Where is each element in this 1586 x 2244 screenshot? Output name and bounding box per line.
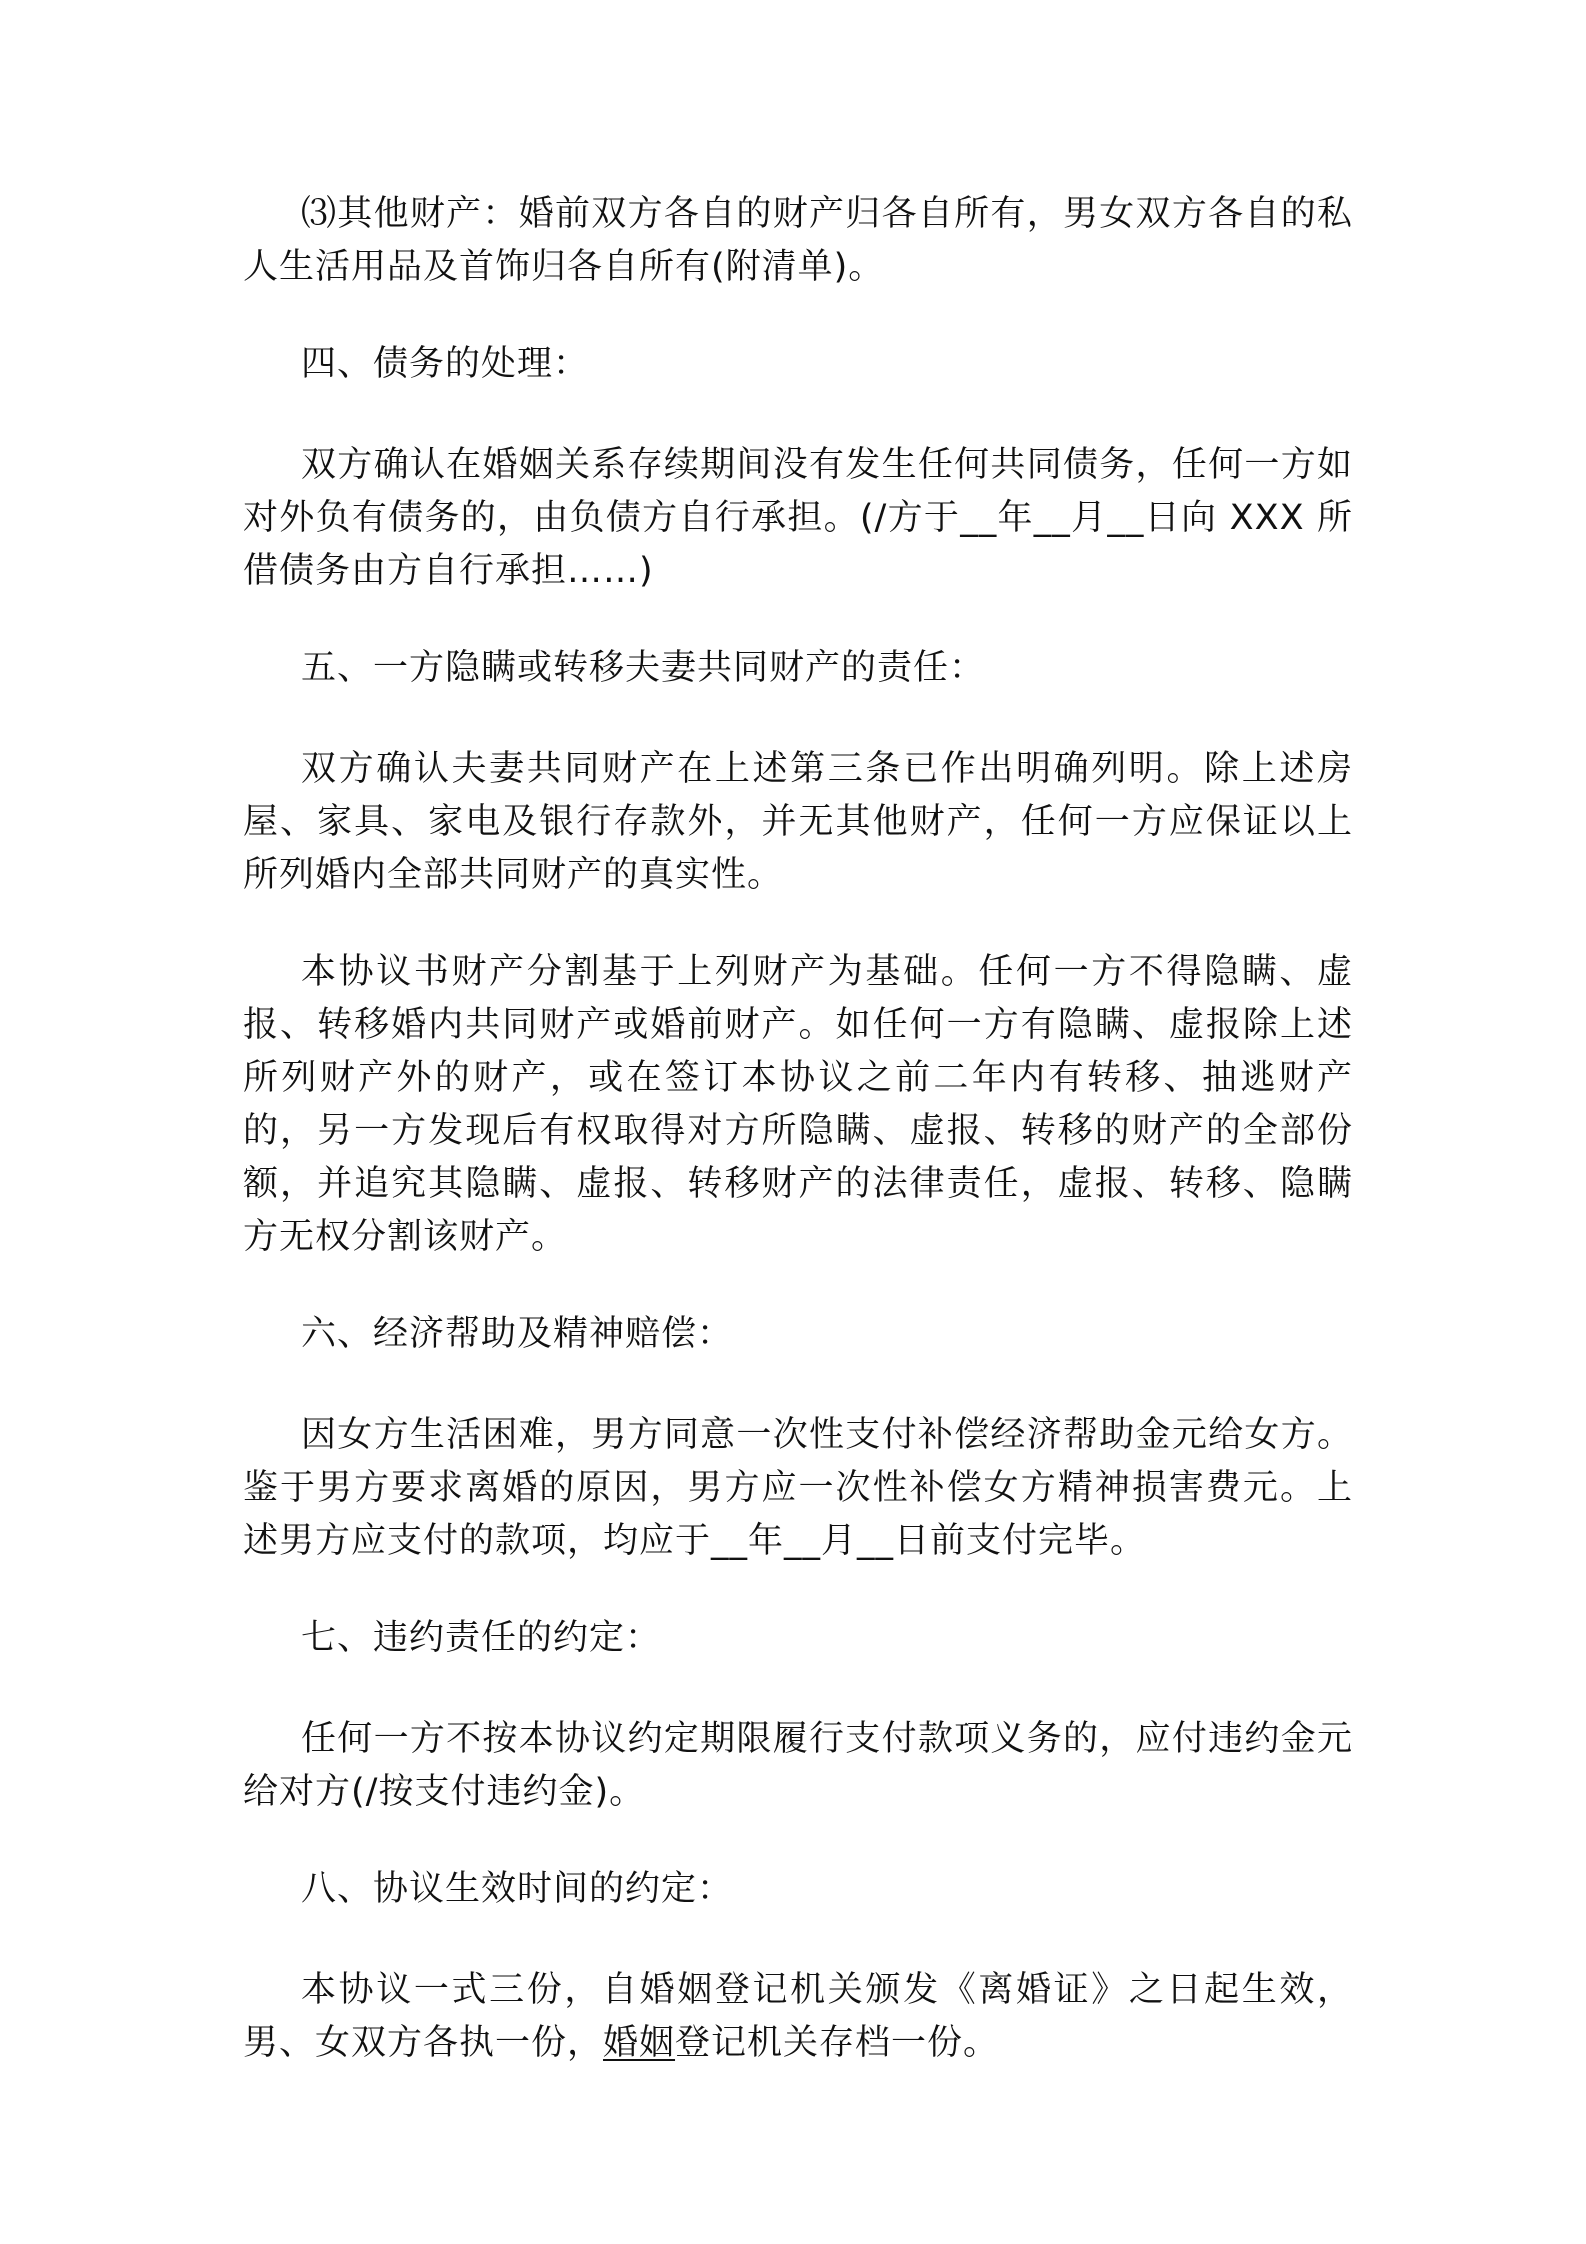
paragraph-concealment-2: 本协议书财产分割基于上列财产为基础。任何一方不得隐瞒、虚报、转移婚内共同财产或婚前财产。如任何一方有隐瞒、虚报除上述所列财产外的财产，或在签订本协议之前二年内有转移、抽逃财产的，另一方发现后有权取得对方所隐瞒、虚报、转移的财产的全部份额，并追究其隐瞒、虚报、转移财产的法律责任，虚报、转移、隐瞒方无权分割该财产。 — [243, 952, 1353, 1257]
heading-debt: 四、债务的处理： — [301, 344, 590, 384]
heading-effective: 八、协议生效时间的约定： — [301, 1869, 734, 1909]
paragraph-debt: 双方确认在婚姻关系存续期间没有发生任何共同债务，任何一方如对外负有债务的，由负债方自行承担。(/方于__年__月__日向 XXX 所借债务由方自行承担……) — [243, 445, 1353, 591]
effective-text-start: 本协议一式三份，自婚姻登记机关颁发《离婚证》之日起生效，男、女双方各执一份， — [243, 1970, 1353, 2063]
underlined-word: 婚姻 — [603, 2023, 676, 2063]
document-body — [243, 188, 1353, 2114]
paragraph-effective — [243, 1964, 1353, 2070]
heading-compensation: 六、经济帮助及精神赔偿： — [301, 1314, 734, 1354]
heading-concealment: 五、一方隐瞒或转移夫妻共同财产的责任： — [301, 648, 986, 688]
paragraph-compensation: 因女方生活困难，男方同意一次性支付补偿经济帮助金元给女方。鉴于男方要求离婚的原因，男方应一次性补偿女方精神损害费元。上述男方应支付的款项，均应于__年__月__日前支付完毕。 — [243, 1415, 1353, 1561]
paragraph-concealment-1: 双方确认夫妻共同财产在上述第三条已作出明确列明。除上述房屋、家具、家电及银行存款外，并无其他财产，任何一方应保证以上所列婚内全部共同财产的真实性。 — [243, 749, 1353, 895]
heading-breach: 七、违约责任的约定： — [301, 1618, 662, 1658]
paragraph-breach: 任何一方不按本协议约定期限履行支付款项义务的，应付违约金元给对方(/按支付违约金)。 — [243, 1719, 1353, 1812]
paragraph-other-property: ⑶其他财产：婚前双方各自的财产归各自所有，男女双方各自的私人生活用品及首饰归各自所有(附清单)。 — [243, 194, 1353, 287]
effective-text-end: 登记机关存档一份。 — [675, 2023, 1000, 2063]
